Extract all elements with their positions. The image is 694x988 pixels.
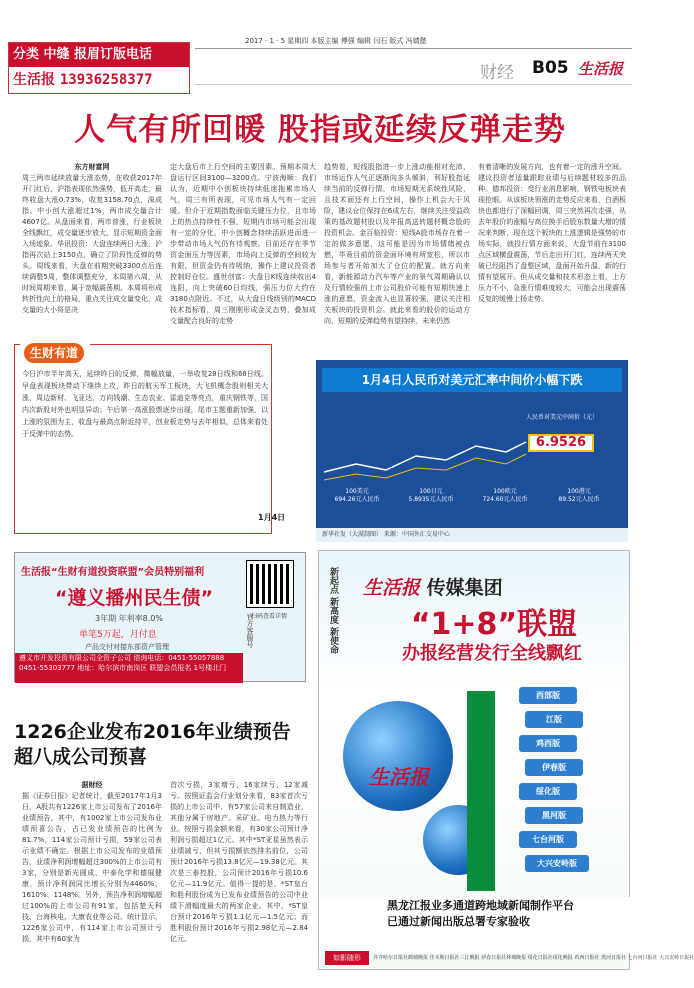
poster-vertical-text: 新起点 新高度 新使命	[328, 567, 338, 655]
article-column-1	[22, 162, 162, 340]
bond-ad-line3: 3年期 年利率8.0%	[95, 614, 163, 623]
edition-tag: 黑河版	[525, 807, 583, 824]
rmb-stat-label: 100日元	[419, 488, 443, 495]
article2-text-1: 据《证券日报》记者统计，截至2017年1月3日，A股共有1226家上市公司发布了2016年业绩预告，其中，有1002家上市公司发布业绩预喜公告，占已发业绩预告的比例为81.7%，114家公司预计亏损，59家公司表示业绩不确定。根据上市公司发布的业绩预告，业绩净利润增幅超过300%的上市公司有3家，分别是新光圆成、中泰化学和德展健康，预计净利润同比增长分别为4460%、1610%、1148%。另外，预告净利润增幅超过100%的上市公司有91家，包括楚天科技、台海核电、大康农业等公司。统计显示，1226家公司中，有114家上市公司预计亏损，其中有60家为	[22, 792, 162, 943]
poster-line2: “1+8”联盟	[410, 607, 578, 642]
rmb-tag: 人民币对美元中间价（元）	[525, 414, 598, 421]
bond-ad-title: “遵义播州民生债”	[55, 587, 213, 609]
poster-line3: 办报经营发行全线飘红	[402, 643, 582, 664]
poster-banner-line1: 黑龙江报业多通道跨地域新闻制作平台	[387, 899, 574, 912]
edition-tag: 伊春版	[525, 759, 583, 776]
rmb-stat-value: 5.8935元人民币	[408, 496, 454, 503]
newspaper-logo: 生活报	[578, 60, 624, 78]
edition-tag: 江版	[525, 711, 583, 728]
rmb-stat-value: 89.52元人民币	[558, 496, 600, 503]
bond-ad-strip: 遵义市开发投资有限公司全资子公司 谘询电话：0451-55057888 0451-55303777 地址：哈尔滨市南岗区 联盟会员报名 1号楼北门	[15, 653, 243, 683]
rmb-stat-label: 100欧元	[493, 488, 517, 495]
qr-code-label: 扫码查看详情	[250, 613, 287, 620]
rmb-rate-infographic	[316, 360, 628, 542]
rmb-footer: 新华社发（大漠制图） 来源：中国外汇交易中心	[316, 528, 628, 542]
poster-footer: 齐齐哈尔日报社鹤城晚报 佳木斯日报社三江晚报 伊春日报社林城晚报 绥化日报社绥化晚报 鸡西日报社 黑河日报社 七台河日报社 大兴安岭日报社	[373, 955, 694, 961]
header-ad-label: 生活报	[13, 72, 55, 88]
money-box-title-text: 生财有道	[24, 343, 84, 363]
rmb-title: 1月4日人民币对美元汇率中间价小幅下跌	[322, 368, 622, 392]
poster-line1-text: 传媒集团	[426, 577, 503, 599]
rmb-stat-4	[548, 488, 610, 504]
rmb-stat-3	[474, 488, 536, 504]
poster-logo-large: 生活报	[369, 765, 429, 789]
poster-banner-line2: 已通过新闻出版总署专家验收	[387, 915, 530, 928]
bond-ad-line4: 单笔5万起，月付息	[79, 630, 157, 640]
poster-logo: 生活报	[363, 577, 421, 599]
bond-advertisement[interactable]	[14, 552, 306, 682]
header-ad-line2	[9, 67, 189, 93]
money-box-date: 1月4日	[258, 513, 286, 522]
article2-byline: 据财经	[81, 781, 103, 789]
edition-tag: 绥化版	[519, 783, 577, 800]
article-column-4: 有着清晰的发展方向，也有着一定的涨升空间。建议投资者适量跟踪业绩与后续题材较多的品种。德邦投资：受行业消息影响，钢铁电板块表现抢眼。从该板块领涨的走势反应来看，白酒板块也都进行了深幅回调，周三突然再次走强，从去年股价的涨幅与高位换手后股东数量大增的情况来判断，现在这个板块的上涨逻辑是强势的市场实际，就投行情方面来说，大盘节前在3100点区域横盘震荡，节后走出开门红，连续两天突破已经阻挡了盘整区域，盘面开始升温，新的行情有望展开。但从成交量和技术形态上看，上方压力不小，急涨行情难度较大，可能会出现震荡反复的缓慢上扬走势。	[478, 163, 626, 303]
rmb-stat-2	[400, 488, 462, 504]
media-group-poster	[318, 550, 694, 970]
edition-tag: 七台河版	[519, 831, 577, 848]
rmb-stat-label: 100港元	[567, 488, 591, 495]
poster-brand: 如影随形	[325, 951, 369, 965]
qr-code-icon[interactable]	[247, 561, 293, 607]
rmb-trend-line	[324, 442, 526, 472]
money-box-text-1: 今日沪市半年高天，延续昨日的反弹，微幅放量，一举收复20日线和60日线。早盘表现板块带动下继续上攻，昨日的航天军工板块，大飞机概念股则相关大涨，周边新材、飞亚达、万向钱潮、生态农业、雷迪克等亮点，重庆钢铁等，国内次新股对外也明显异动；午后第一高涨股票逐步出现，尾市主题重新加强，以上涨的氛围为主，收盘与最高点附近持平，创业板走势与去年相似，总体来看处于反弹中的态势。	[22, 370, 268, 438]
article-column-2: 定大盘后市上行空间的主要因素。预期本周大盘运行区间3100—3200点。宁波海顺：我们认为，近期中小创板块持续低迷拖累市场人气，周三有所表现，可见市场人气有一定回暖。但介于近期指数面临关键压力位，且市场上的热点持续性不强，短期内市场可能会出现有一定的分化，中小创概念持续活跃进而进一步带动市场人气仍有待观察。目前还存在季节资金面压力等因素，市场向上反弹的空间较为有限，但资金仍有待吸纳，操作上建议投资者控制好仓位。盛世创富：大盘日K线连续收出4连阳，向上突破60日均线，强压力位大约在3180点附近。不过，从大盘日线级别的MACD技术指标看，周三刚刚形成金叉态势，叠加成交量配合良好的走势	[170, 163, 316, 325]
bond-ad-line5: 产品交付对接东部资产管理	[85, 643, 169, 651]
article-byline: 东方财富网	[74, 163, 110, 171]
edition-tag: 大兴安岭版	[525, 855, 589, 872]
article-column-3: 趋势看，短线股指进一步上涨动能相对充沛，市场运作人气正逐渐向多头倾斜，利好股指延续当前的反弹行情。市场短期无系统性风险，且技术面还有上行空间，操作上机会大于风险，建议仓位保持在6成左右，继续关注受益政策的基改题材股以及年报高送转题材概念股的投资机会。金百临投资：短线A股市场存在着一定的做多意愿，这可能是因为市场情绪被点燃，毕竟目前的资金面环境有所宽松，所以市场参与者开始加大了仓位的配置。就方向来看，新能源动力汽车等产业的景气周期确认以及行情较强的上市公司股价可能有短期快速上涨的意愿，资金流入也显著较强，建议关注相关板块的投资机会。就此来看的股价的运动方向，短期的反弹趋势有望持续，未来仍然	[324, 163, 470, 325]
page-number: B05	[532, 58, 569, 78]
header-meta: 2017 · 1 · 5 星期四 本版主编 傅强 编辑 闫石 版式 冯婧懿	[245, 37, 427, 45]
bond-ad-line1: 生活报“生财有道投资联盟”会员特别福利	[21, 567, 205, 578]
header-ad-phone: 13936258377	[59, 72, 153, 88]
article2-column-1	[22, 780, 162, 976]
article2-column-2: 首次亏损，3家增亏，16家续亏，12家减亏。按照证监会行业划分来看，83家首次亏损的上市公司中，有57家公司来自制造业，其他分属于房地产、采矿业、电力热力等行业。按照亏损金额来看，有30家公司预计净利润亏损超过1亿元。其中*ST亚星虽然表示业绩减亏，但其亏损额依然排名前位，公司预计2016年亏损13.8亿元—19.38亿元。其次是三泰控股，公司预计2016年亏损10.6亿元—11.9亿元。值得一提的是，*ST皇台和胜利股份成为已发布业绩预告的公司中业绩下滑幅度最大的两家企业。其中，*ST皇台预计2016年亏损1.1亿元—1.5亿元；而胜利股份预计2016年亏损2.98亿元—2.84亿元。	[170, 781, 308, 943]
poster-line1	[363, 573, 623, 600]
page-headline: 人气有所回暖 股指或延续反弹走势	[74, 112, 566, 148]
header-divider-2	[195, 84, 632, 85]
rmb-stat-value: 724.60元人民币	[482, 496, 528, 503]
header-ad[interactable]	[8, 42, 190, 94]
globe-icon	[343, 701, 453, 811]
bond-ad-vertical-label: 官方客服号	[246, 613, 254, 648]
article-text-1: 周三两市延续放量大涨态势，在收获2017年开门红后，沪指表现依然强势，低开高走，最终收盘大涨0.73%，收复3158.70点，深成指、中小创大涨超过1%，两市成交量合计4607亿。从盘面来看，两市普涨，行业板块全线飘红，成交量逐步放大，显示短期资金面入场迹象。华讯投资：大盘连续两日大涨，沪指再次站上3150点，确立了阶段性反弹的势头。周线来看，大盘在前期突破3300点后连续调整5周，整体调整充分，本周第六周，从时间周期来看，属于宽幅震荡期，本周将形成转折性向上的格局，重点关注成交量变化，成交量的大小将是决	[22, 174, 162, 314]
money-box-title	[20, 342, 90, 363]
header-divider	[195, 48, 632, 49]
edition-tag: 西部版	[519, 687, 577, 704]
rmb-stat-label: 100美元	[345, 488, 369, 495]
section-label: 财经	[480, 63, 514, 83]
rmb-value: 6.9526	[528, 434, 594, 452]
tower-graphic	[467, 691, 495, 891]
rmb-stat-1	[326, 488, 388, 504]
header-ad-line1: 分类 中缝 报眉订版电话	[9, 43, 189, 67]
article2-title: 1226企业发布2016年业绩预告 超八成公司预喜	[14, 721, 291, 768]
edition-tag: 鸡西版	[519, 735, 577, 752]
rmb-stat-value: 694.26元人民币	[334, 496, 380, 503]
